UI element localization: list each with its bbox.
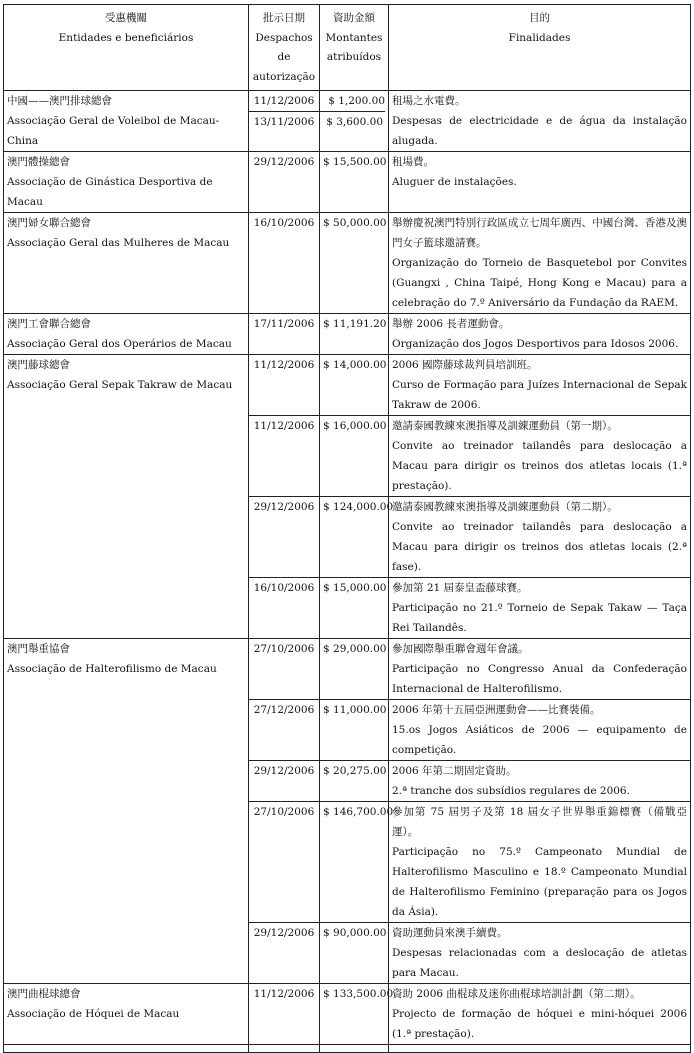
purpose-cell <box>389 91 691 152</box>
authorization-date: 11/12/2006 <box>253 359 315 371</box>
purpose-pt: Participação no 75.º Campeonato Mundial de Halterofilismo Masculino e 18.º Campeonato Mundial de Halterofilismo Feminino (preparação para os Jogos da Ásia). <box>392 846 687 918</box>
purpose-cell <box>389 578 691 639</box>
authorization-date: 11/12/2006 <box>253 95 315 107</box>
authorization-date: 29/12/2006 <box>253 765 315 777</box>
purpose-cell <box>389 355 691 416</box>
amount-cell <box>320 984 394 1045</box>
authorization-date: 27/10/2006 <box>253 806 315 818</box>
amount-value: $ 3,600.00 <box>320 111 385 132</box>
entity-name-pt: Associação de Ginástica Desportiva de Macau <box>7 176 213 208</box>
amount-value: $ 29,000.00 <box>323 643 387 655</box>
amount-value: $ 15,500.00 <box>323 156 387 168</box>
entity-cell <box>4 355 249 639</box>
authorization-date: 13/11/2006 <box>249 111 319 132</box>
amount-cell <box>320 700 389 761</box>
purpose-cell <box>389 639 691 700</box>
date-cell <box>249 639 320 700</box>
empty-cell <box>4 1045 249 1053</box>
purpose-zh: 參加國際舉重聯會週年會議。 <box>392 643 529 655</box>
purpose-zh: 參加第 21 屆泰皇盃藤球賽。 <box>392 582 528 594</box>
entity-name-zh: 澳門藤球總會 <box>7 359 70 371</box>
amount-value: $ 90,000.00 <box>323 927 387 939</box>
purpose-pt: Convite ao treinador tailandês para deslocação a Macau para dirigir os treinos dos atletas locais (1.ª prestação). <box>392 440 687 492</box>
purpose-zh: 2006 年第二期固定資助。 <box>392 765 517 777</box>
amount-value: $ 11,191.20 <box>323 318 387 330</box>
amount-cell <box>320 91 389 152</box>
purpose-zh: 租場之水電費。 <box>392 95 466 107</box>
entity-name-pt: Associação Geral Sepak Takraw de Macau <box>7 379 233 391</box>
authorization-date: 17/11/2006 <box>253 318 315 330</box>
amount-cell <box>320 152 389 213</box>
purpose-zh: 資助 2006 曲棍球及迷你曲棍球培訓計劃（第二期）。 <box>392 988 641 1000</box>
table-body <box>4 91 691 1053</box>
entity-cell <box>4 213 249 314</box>
purpose-zh: 租場費。 <box>392 156 434 168</box>
purpose-cell <box>389 416 691 497</box>
amount-value: $ 20,275.00 <box>323 765 387 777</box>
authorization-date: 11/12/2006 <box>253 420 315 432</box>
amount-value: $ 16,000.00 <box>323 420 387 432</box>
purpose-cell <box>389 761 691 802</box>
entity-name-pt: Associação Geral das Mulheres de Macau <box>7 237 230 249</box>
authorization-date: 29/12/2006 <box>253 927 315 939</box>
amount-cell <box>320 355 389 416</box>
purpose-pt: 15.os Jogos Asiáticos de 2006 — equipamento de competição. <box>392 724 687 756</box>
amount-value: $ 15,000.00 <box>323 582 387 594</box>
date-cell <box>249 497 320 578</box>
header-finalidade: 目的 Finalidades <box>389 5 691 91</box>
table-row <box>4 91 691 152</box>
entity-name-zh: 中國——澳門排球總會 <box>7 95 112 107</box>
date-cell <box>249 802 320 923</box>
header-entidade: 受惠機關 Entidades e beneficiários <box>4 5 249 91</box>
amount-cell <box>320 416 389 497</box>
entity-cell <box>4 91 249 152</box>
header-row <box>4 5 691 91</box>
purpose-cell <box>389 984 691 1045</box>
purpose-zh: 2006 國際藤球裁判員培訓班。 <box>392 359 538 371</box>
empty-cell <box>389 1045 691 1053</box>
purpose-zh: 2006 年第十五屆亞洲運動會——比賽裝備。 <box>392 704 601 716</box>
authorization-date: 27/10/2006 <box>253 643 315 655</box>
date-cell <box>249 984 320 1045</box>
amount-cell <box>320 314 389 355</box>
authorization-date: 16/10/2006 <box>253 217 315 229</box>
header-data: 批示日期 Despachos de autorização <box>249 5 320 91</box>
table-row <box>4 152 691 213</box>
date-cell <box>249 700 320 761</box>
date-cell <box>249 416 320 497</box>
purpose-pt: Projecto de formação de hóquei e mini-hóquei 2006 (1.ª prestação). <box>392 1008 687 1040</box>
date-cell <box>249 761 320 802</box>
amount-value: $ 11,000.00 <box>323 704 387 716</box>
entity-name-zh: 澳門體操總會 <box>7 156 70 168</box>
entity-cell <box>4 314 249 355</box>
amount-stack <box>320 91 387 132</box>
entity-name-zh: 澳門婦女聯合總會 <box>7 217 91 229</box>
purpose-zh: 邀請泰國教練來澳指導及訓練運動員（第二期）。 <box>392 501 618 513</box>
purpose-cell <box>389 700 691 761</box>
table-row <box>4 213 691 314</box>
entity-name-pt: Associação de Hóquei de Macau <box>7 1008 180 1020</box>
purpose-zh: 資助運動員來澳手續費。 <box>392 927 508 939</box>
purpose-pt: Aluguer de instalações. <box>392 176 517 188</box>
table-row-continuation <box>4 1045 691 1053</box>
entity-name-zh: 澳門舉重協會 <box>7 643 70 655</box>
entity-name-zh: 澳門曲棍球總會 <box>7 988 81 1000</box>
table-row <box>4 639 691 700</box>
date-cell <box>249 213 320 314</box>
amount-value: $ 50,000.00 <box>323 217 387 229</box>
entity-name-pt: Associação Geral dos Operários de Macau <box>7 338 232 350</box>
empty-cell <box>249 1045 320 1053</box>
header-montante: 資助金額 Montantes atribuídos <box>320 5 389 91</box>
amount-cell <box>320 578 389 639</box>
purpose-pt: Convite ao treinador tailandês para deslocação a Macau para dirigir os treinos dos atletas locais (2.ª fase). <box>392 521 687 573</box>
purpose-cell <box>389 314 691 355</box>
purpose-cell <box>389 802 691 923</box>
amount-value: $ 14,000.00 <box>323 359 387 371</box>
table-row <box>4 984 691 1045</box>
authorization-date: 27/12/2006 <box>253 704 315 716</box>
purpose-pt: Participação no 21.º Torneio de Sepak Takaw — Taça Rei Tailandês. <box>392 602 687 634</box>
date-cell <box>249 578 320 639</box>
purpose-cell <box>389 497 691 578</box>
entity-cell <box>4 984 249 1045</box>
purpose-pt: 2.ª tranche dos subsídios regulares de 2006. <box>392 785 630 797</box>
purpose-cell <box>389 213 691 314</box>
amount-cell <box>320 213 389 314</box>
table-row <box>4 355 691 416</box>
date-cell <box>249 923 320 984</box>
purpose-zh: 邀請泰國教練來澳指導及訓練運動員（第一期）。 <box>392 420 618 432</box>
date-stack <box>249 91 319 132</box>
amount-cell <box>320 639 389 700</box>
entity-name-pt: Associação de Halterofilismo de Macau <box>7 663 217 675</box>
authorization-date: 29/12/2006 <box>253 156 315 168</box>
amount-value: $ 133,500.00 <box>323 988 394 1000</box>
authorization-date: 11/12/2006 <box>253 988 315 1000</box>
authorization-date: 16/10/2006 <box>253 582 315 594</box>
amount-cell <box>320 761 389 802</box>
purpose-pt: Organização dos Jogos Desportivos para Idosos 2006. <box>392 338 679 350</box>
purpose-pt: Participação no Congresso Anual da Confederação Internacional de Halterofilismo. <box>392 663 687 695</box>
entity-name-zh: 澳門工會聯合總會 <box>7 318 91 330</box>
entity-cell <box>4 639 249 984</box>
date-cell <box>249 91 320 152</box>
subsidy-table <box>3 4 691 1053</box>
date-cell <box>249 314 320 355</box>
amount-cell <box>320 923 389 984</box>
purpose-cell <box>389 923 691 984</box>
purpose-pt: Despesas de electricidade e de água da instalação alugada. <box>392 115 687 147</box>
amount-value: $ 146,700.00 <box>323 806 394 818</box>
amount-cell <box>320 497 394 578</box>
purpose-pt: Curso de Formação para Juízes Internacional de Sepak Takraw de 2006. <box>392 379 687 411</box>
amount-value: $ 1,200.00 <box>328 95 385 107</box>
purpose-zh: 舉辦 2006 長者運動會。 <box>392 318 510 330</box>
entity-cell <box>4 152 249 213</box>
date-cell <box>249 152 320 213</box>
empty-cell <box>320 1045 389 1053</box>
purpose-pt: Organização do Torneio de Basquetebol por Convites (Guangxi , China Taipé, Hong Kong e Macau) para a celebração do 7.º Aniversário da Fundação da RAEM. <box>392 257 687 309</box>
amount-value: $ 124,000.00 <box>323 501 394 513</box>
amount-cell <box>320 802 394 923</box>
purpose-pt: Despesas relacionadas com a deslocação de atletas para Macau. <box>392 947 687 979</box>
table-row <box>4 314 691 355</box>
purpose-cell <box>389 152 691 213</box>
authorization-date: 29/12/2006 <box>253 501 315 513</box>
purpose-zh: 舉辦慶祝澳門特別行政區成立七周年廣西、中國台灣、香港及澳門女子籃球邀請賽。 <box>392 217 687 249</box>
date-cell <box>249 355 320 416</box>
entity-name-pt: Associação Geral de Voleibol de Macau-China <box>7 115 220 147</box>
purpose-zh: 參加第 75 屆男子及第 18 屆女子世界舉重錦標賽（備戰亞運）。 <box>392 806 687 838</box>
